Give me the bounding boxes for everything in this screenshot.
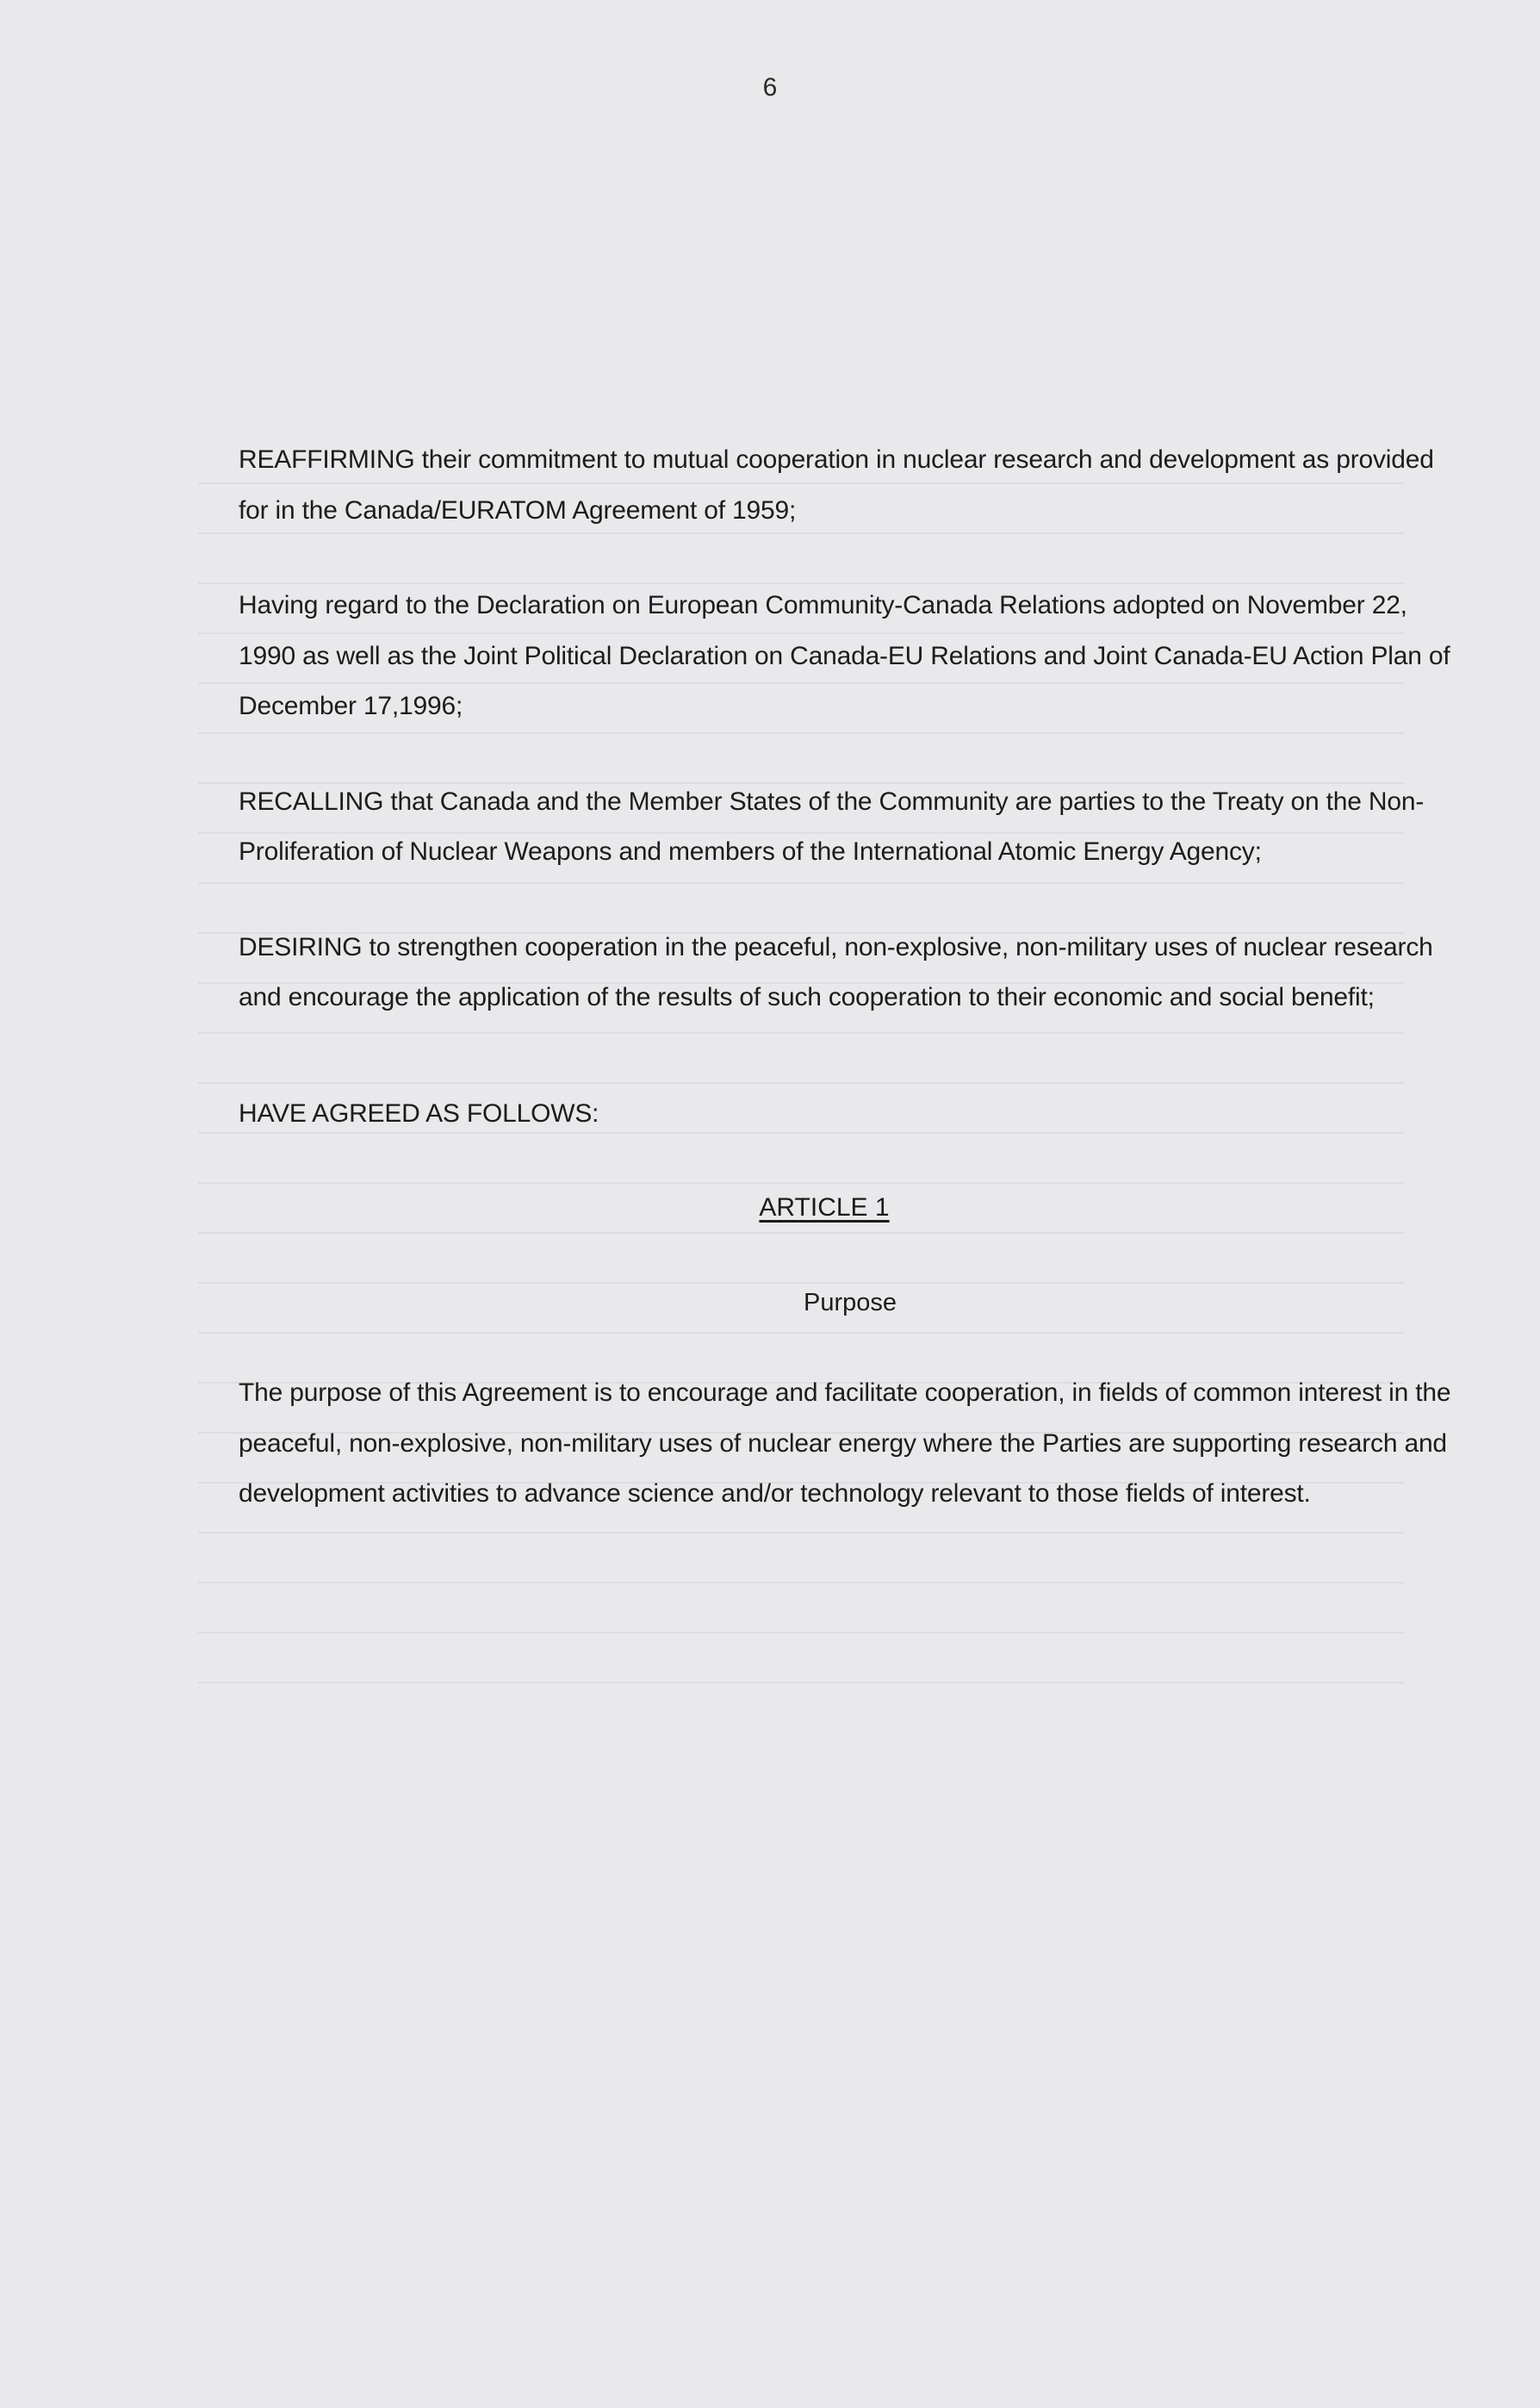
document-body (239, 435, 1462, 1565)
article-title-text: ARTICLE 1 (759, 1193, 890, 1222)
paragraph-reaffirming: REAFFIRMING their commitment to mutual cooperation in nuclear research and development as provided for in the Canada/EURATOM Agreement of 1959; (239, 445, 1434, 525)
article-purpose-paragraph: The purpose of this Agreement is to encourage and facilitate cooperation, in fields of common interest in the peaceful, non-explosive, non-military uses of nuclear energy where the Parties are supporting research and development activities to advance science and/or technology relevant to those fields of interest. (239, 1378, 1451, 1508)
paragraph-recalling: RECALLING that Canada and the Member States of the Community are parties to the Treaty on the Non-Proliferation of Nuclear Weapons and members of the International Atomic Energy Agency; (239, 787, 1425, 866)
paragraph-desiring: DESIRING to strengthen cooperation in the peaceful, non-explosive, non-military uses of nuclear research and encourage the application of the results of such cooperation to their economic and social benefit; (239, 932, 1433, 1011)
paragraph-have-agreed: HAVE AGREED AS FOLLOWS: (239, 1098, 599, 1128)
section-heading: Purpose (803, 1289, 897, 1316)
paragraph-having-regard: Having regard to the Declaration on European Community-Canada Relations adopted on November 22, 1990 as well as the Joint Political Declaration on Canada-EU Relations and Joint Canada-EU Action Plan of December 17,1996; (239, 591, 1450, 720)
page-number: 6 (762, 73, 778, 102)
article-title (239, 1191, 1410, 1225)
